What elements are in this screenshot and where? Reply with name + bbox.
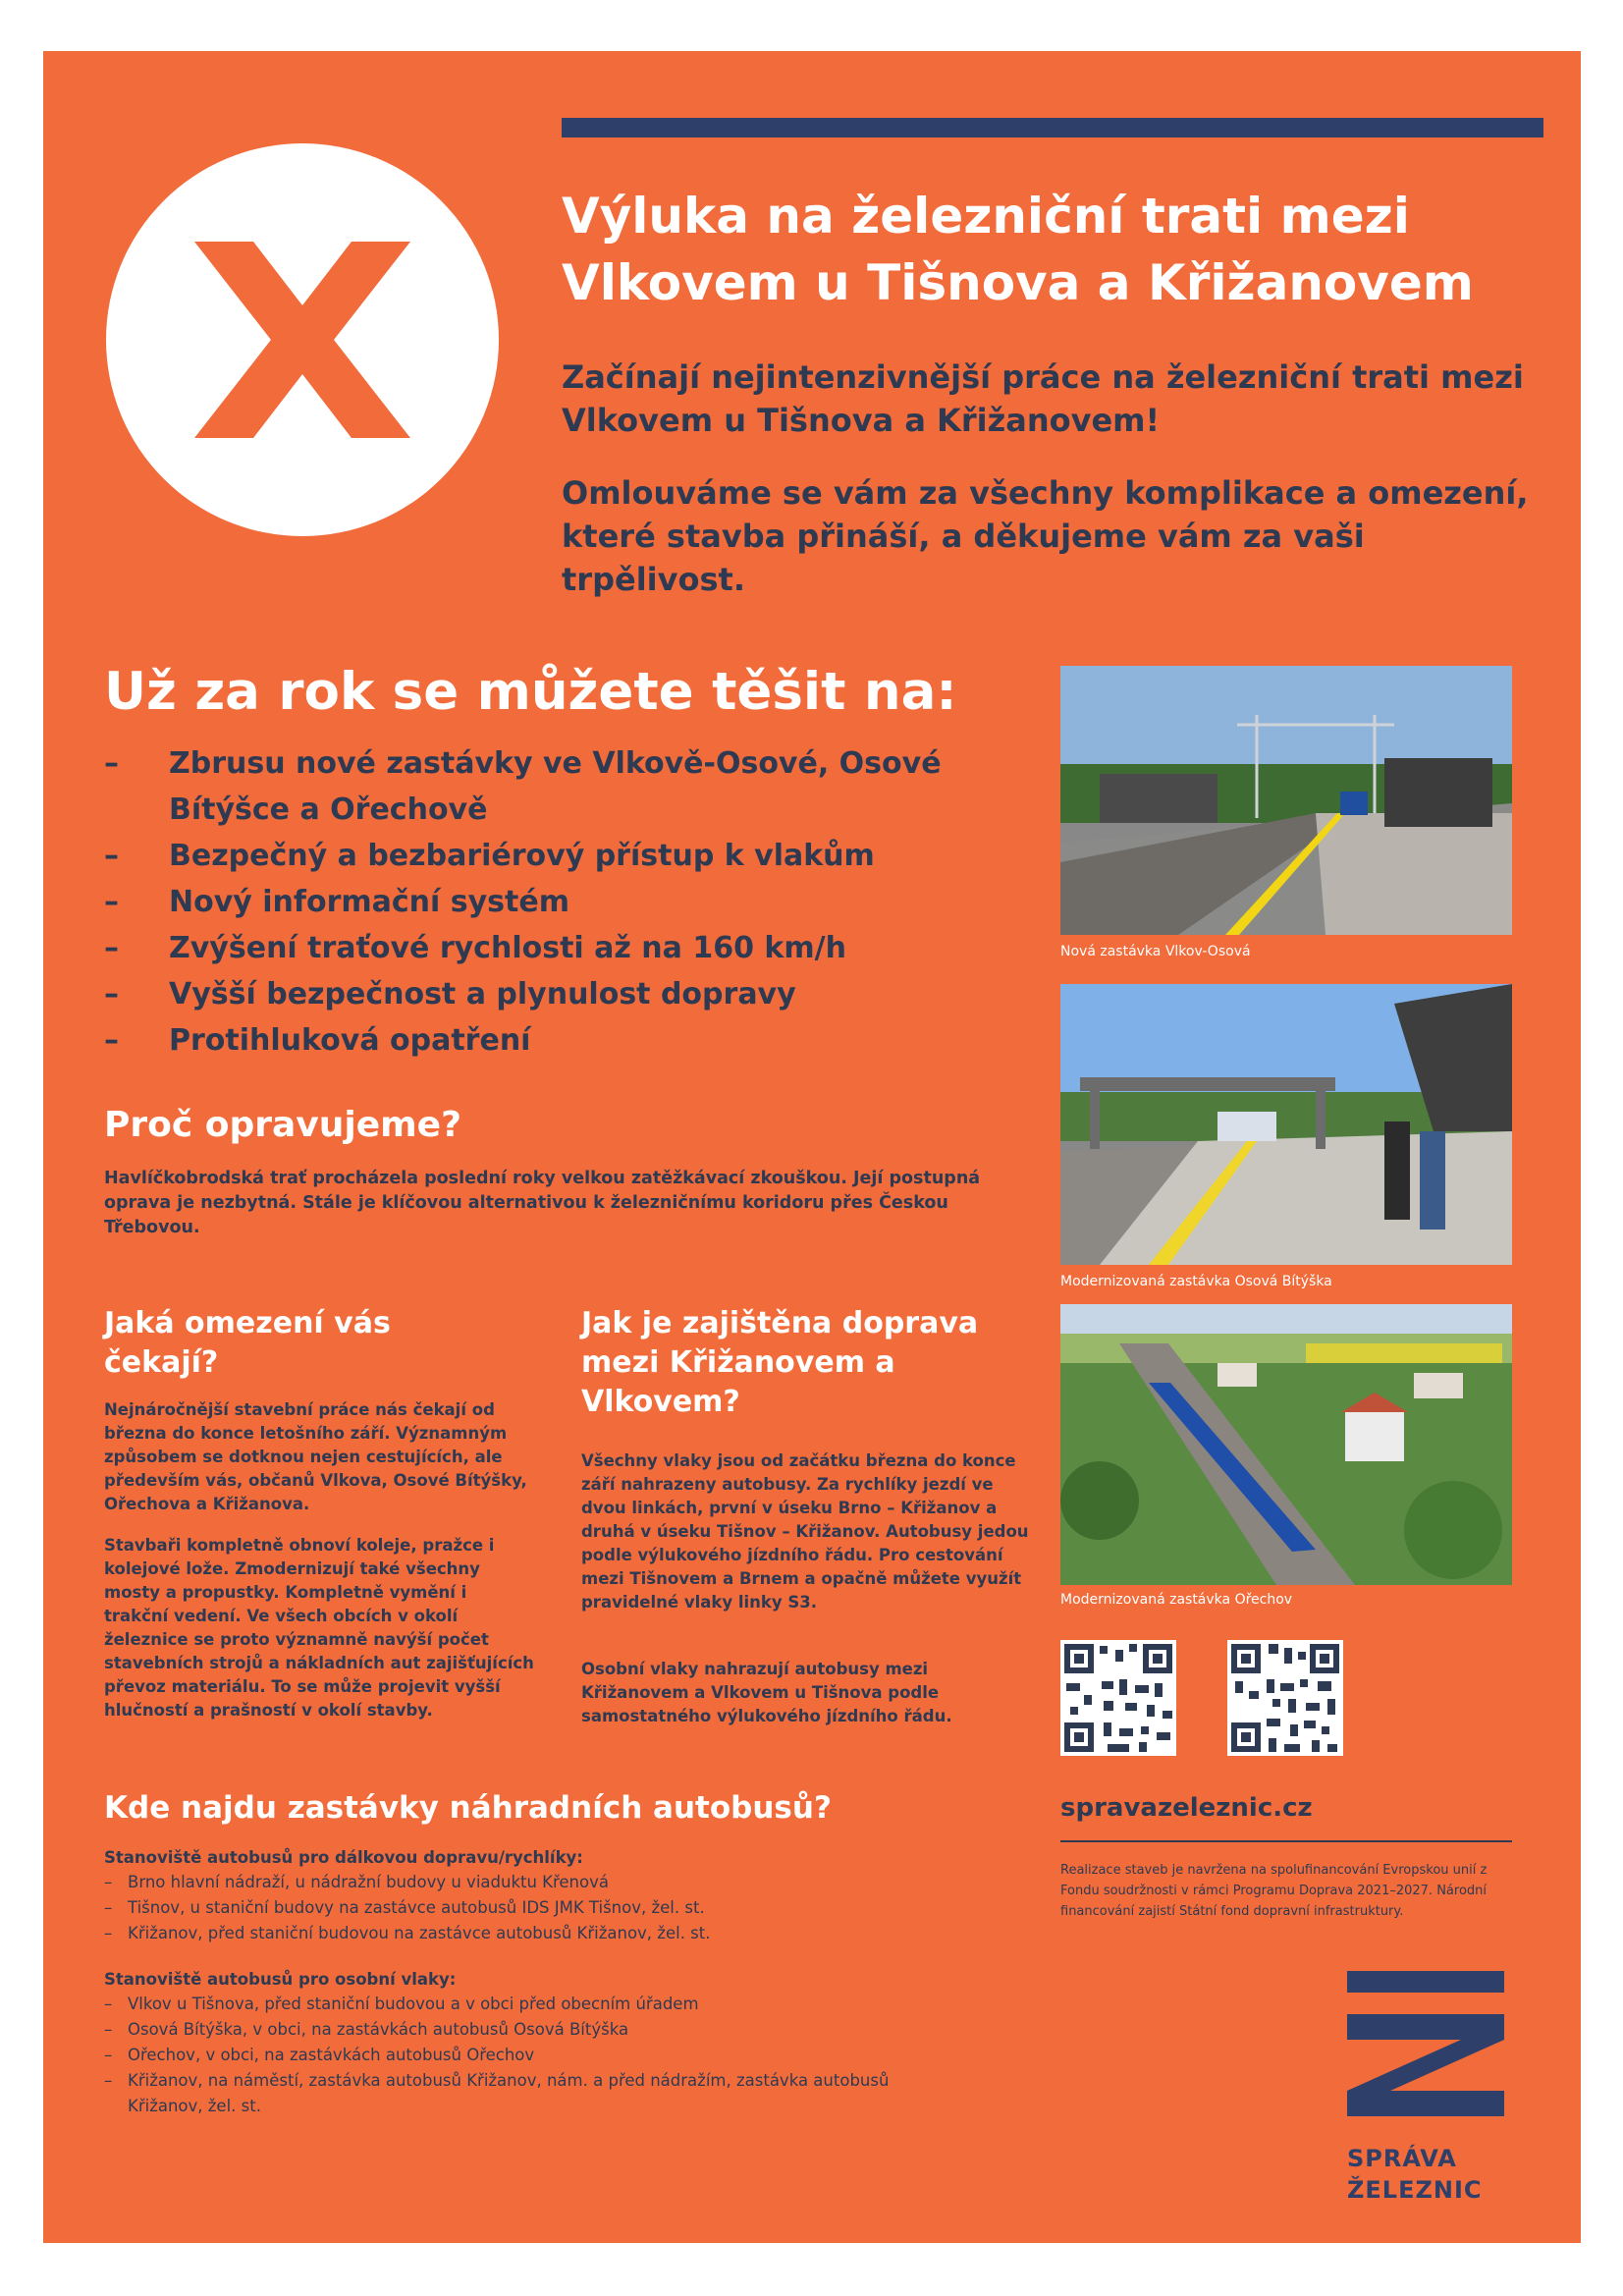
photo-orechov <box>1060 1304 1512 1585</box>
brand-line-1: SPRÁVA <box>1347 2145 1457 2172</box>
local-label: Stanoviště autobusů pro osobní vlaky: <box>104 1970 457 1989</box>
list-item: – Zvýšení traťové rychlosti až na 160 km/h <box>104 931 846 965</box>
why-text: Havlíčkobrodská trať procházela poslední roky velkou zatěžkávací zkouškou. Její postupná oprava je nezbytná. Stále je klíčovou alternativou k železničnímu koridoru přes Českou Třebovou. <box>104 1169 981 1237</box>
list-item: – Brno hlavní nádraží, u nádražní budovy u viaduktu Křenová <box>104 1873 609 1891</box>
photo-osova-bityska <box>1060 984 1512 1265</box>
list-item: – Vyšší bezpečnost a plynulost dopravy <box>104 977 796 1011</box>
transport-paragraph: Všechny vlaky jsou od začátku března do konce září nahrazeny autobusy. Za rychlíky jezdí ve dvou linkách, první v úseku Brno – Křižanov a druhá v úseku Tišnov – Křižanov. Autobusy jedou podle výlukového jízdního řádu. Pro cestování mezi Tišnovem a Brnem a opačně můžete využít pravidelné vlaky linky S3. <box>581 1451 1029 1612</box>
closure-badge <box>106 143 499 536</box>
qr-code[interactable] <box>1227 1640 1343 1756</box>
why-heading: Proč opravujeme? <box>104 1105 461 1145</box>
photo-caption: Modernizovaná zastávka Ořechov <box>1060 1592 1293 1608</box>
list-item: – Vlkov u Tišnova, před staniční budovou a v obci před obecním úřadem <box>104 1995 699 2013</box>
list-item: – Osová Bítýška, v obci, na zastávkách autobusů Osová Bítýška <box>104 2020 629 2039</box>
transport-paragraph: Osobní vlaky nahrazují autobusy mezi Křižanovem a Vlkovem u Tišnova podle samostatného výlukového jízdního řádu. <box>581 1660 952 1725</box>
photo-caption: Nová zastávka Vlkov-Osová <box>1060 944 1251 959</box>
bus-stops-heading: Kde najdu zastávky náhradních autobusů? <box>104 1790 832 1826</box>
top-bar <box>562 118 1543 137</box>
photo-vlkov-osova <box>1060 666 1512 935</box>
x-icon <box>106 143 499 536</box>
list-item: – Zbrusu nové zastávky ve Vlkově-Osové, Osové Bítýšce a Ořechově <box>104 746 942 827</box>
list-item: – Nový informační systém <box>104 885 569 919</box>
list-item: – Bezpečný a bezbariérový přístup k vlakům <box>104 839 875 873</box>
website-link[interactable]: spravazeleznic.cz <box>1060 1793 1313 1823</box>
intro-text: Začínají nejintenzivnější práce na železniční trati mezi Vlkovem u Tišnova a Křižanovem! <box>562 358 1524 439</box>
long-distance-label: Stanoviště autobusů pro dálkovou dopravu/rychlíky: <box>104 1848 583 1867</box>
apology-text: Omlouváme se vám za všechny komplikace a omezení, které stavba přináší, a děkujeme vám za vaši trpělivost. <box>562 474 1529 598</box>
divider <box>1060 1840 1512 1842</box>
list-item: – Tišnov, u staniční budovy na zastávce autobusů IDS JMK Tišnov, žel. st. <box>104 1898 705 1917</box>
funding-note: Realizace staveb je navržena na spolufinancování Evropskou unií z Fondu soudržnosti v rámci Programu Doprava 2021–2027. Národní financování zajistí Státní fond dopravní infrastruktury. <box>1060 1863 1488 1919</box>
restrictions-paragraph: Nejnáročnější stavební práce nás čekají od března do konce letošního září. Významným způsobem se dotknou nejen cestujících, ale především vás, občanů Vlkova, Osové Bítýšky, Ořechova a Křižanova. <box>104 1400 527 1513</box>
local-stops <box>104 1992 909 2119</box>
list-item: – Křižanov, před staniční budovou na zastávce autobusů Křižanov, žel. st. <box>104 1924 711 1942</box>
restrictions-heading: Jaká omezení vás čekají? <box>104 1306 391 1380</box>
brand-line-2: ŽELEZNIC <box>1347 2176 1483 2204</box>
list-item: – Křižanov, na náměstí, zastávka autobusů Křižanov, nám. a před nádražím, zastávka autobusů Křižanov, žel. st. <box>104 2071 890 2115</box>
benefits-list <box>104 740 1037 1064</box>
long-distance-stops <box>104 1870 1066 1946</box>
list-item: – Ořechov, v obci, na zastávkách autobusů Ořechov <box>104 2046 535 2064</box>
list-item: – Protihluková opatření <box>104 1023 531 1058</box>
sz-logo-icon <box>1347 1971 1504 2140</box>
transport-heading: Jak je zajištěna doprava mezi Křižanovem a Vlkovem? <box>581 1306 979 1419</box>
page-title: Výluka na železniční trati mezi Vlkovem u Tišnova a Křižanovem <box>562 188 1474 311</box>
restrictions-paragraph: Stavbaři kompletně obnoví koleje, pražce i kolejové lože. Zmodernizují také všechny mosty a propustky. Kompletně vymění i trakční vedení. Ve všech obcích v okolí železnice se proto významně navýší počet stavebních strojů a nákladních aut zajišťujících převoz materiálu. To se může projevit vyšší hlučností a prašností v okolí stavby. <box>104 1536 534 1720</box>
qr-code[interactable] <box>1060 1640 1176 1756</box>
poster <box>43 51 1581 2243</box>
look-forward-heading: Už za rok se můžete těšit na: <box>104 662 957 722</box>
photo-caption: Modernizovaná zastávka Osová Bítýška <box>1060 1274 1332 1289</box>
brand-name <box>1347 2143 1483 2206</box>
